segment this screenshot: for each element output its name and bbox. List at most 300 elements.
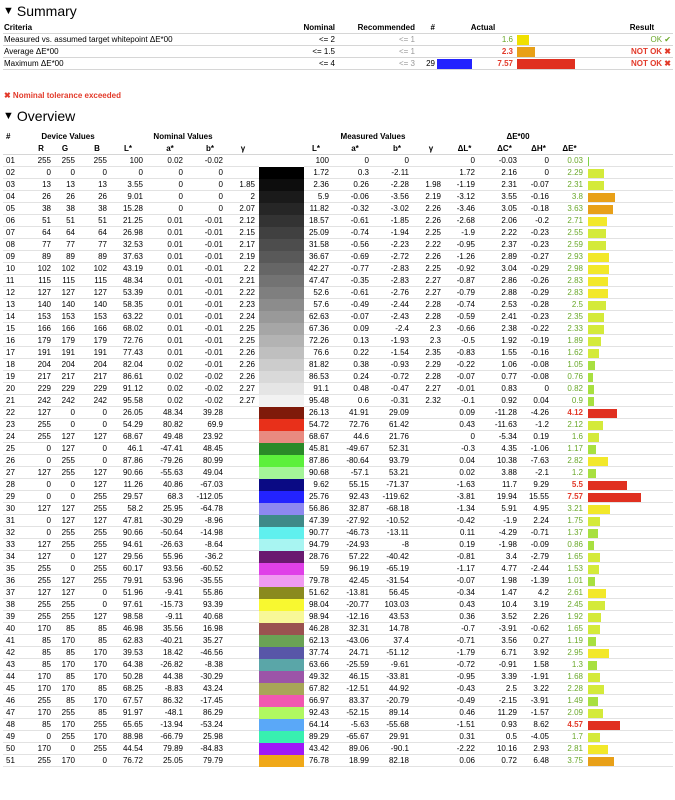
nominal-a: 86.32 xyxy=(162,696,183,705)
delta-l: -0.01 xyxy=(456,384,475,393)
measured-b: -40.42 xyxy=(386,552,409,561)
result-header: Result xyxy=(629,23,655,32)
measured-l: 46.28 xyxy=(308,624,329,633)
nominal-l: 26.98 xyxy=(122,228,143,237)
patch-number: 40 xyxy=(6,624,15,633)
measured-b: -2.72 xyxy=(390,252,409,261)
device-g: 255 xyxy=(61,600,75,609)
nominal-l: 97.61 xyxy=(122,600,143,609)
device-g: 0 xyxy=(70,420,75,429)
patch-row xyxy=(3,647,673,659)
measured-a: -0.61 xyxy=(350,288,369,297)
delta-e-bar xyxy=(588,709,603,718)
actual-bar xyxy=(517,35,529,45)
delta-e: 1.19 xyxy=(567,636,583,645)
device-g: 0 xyxy=(70,168,75,177)
delta-e-bar xyxy=(588,205,613,214)
device-b: 170 xyxy=(93,696,107,705)
actual-bar xyxy=(517,59,575,69)
patch-row xyxy=(3,263,673,275)
delta-e-bar xyxy=(588,385,594,394)
patch-row xyxy=(3,323,673,335)
delta-e-bar xyxy=(588,289,608,298)
patch-row xyxy=(3,467,673,479)
measured-gamma: 2.27 xyxy=(425,276,441,285)
patch-row xyxy=(3,167,673,179)
measured-l: 94.79 xyxy=(308,540,329,549)
delta-e: 2.33 xyxy=(567,324,583,333)
delta-e-bar xyxy=(588,277,608,286)
delta-e: 3.8 xyxy=(571,192,583,201)
nominal-b: -64.78 xyxy=(200,504,223,513)
nominal-b: -17.45 xyxy=(200,696,223,705)
nominal-l: 48.34 xyxy=(122,276,143,285)
delta-h: -0.18 xyxy=(530,204,549,213)
delta-h: 3.22 xyxy=(533,684,549,693)
measured-l: 26.13 xyxy=(308,408,329,417)
measured-a: -43.06 xyxy=(346,636,369,645)
device-r: 127 xyxy=(37,504,51,513)
measured-b: 61.42 xyxy=(388,420,409,429)
delta-c: 1.98 xyxy=(501,576,517,585)
measured-l: 95.48 xyxy=(308,396,329,405)
summary-header[interactable] xyxy=(3,3,77,19)
delta-h: -0.16 xyxy=(530,192,549,201)
delta-c: 0.5 xyxy=(505,732,517,741)
measured-a: -13.81 xyxy=(346,588,369,597)
result-status: NOT OK ✖ xyxy=(630,59,671,68)
patch-number: 49 xyxy=(6,732,15,741)
nominal-a: 0.01 xyxy=(167,324,183,333)
delta-l: -0.79 xyxy=(456,288,475,297)
nominal-l: 86.61 xyxy=(122,372,143,381)
delta-e: 2.61 xyxy=(567,588,583,597)
delta-h: 0.27 xyxy=(533,636,549,645)
tolerance-warning: ✖ Nominal tolerance exceeded xyxy=(4,91,121,100)
measured-b: -20.79 xyxy=(386,696,409,705)
delta-e: 1.65 xyxy=(567,624,583,633)
patch-color-swatch xyxy=(259,503,304,515)
delta-l: -1.79 xyxy=(456,648,475,657)
delta-h: 3.92 xyxy=(533,648,549,657)
delta-l: 1.72 xyxy=(459,168,475,177)
device-g: 255 xyxy=(61,528,75,537)
nominal-l: 21.25 xyxy=(122,216,143,225)
delta-e: 1.62 xyxy=(567,348,583,357)
nominal-a: 0.02 xyxy=(167,396,183,405)
nominal-a: 35.56 xyxy=(162,624,183,633)
patch-color-swatch xyxy=(259,671,304,683)
measured-b: -8 xyxy=(401,540,409,549)
delta-e: 2.83 xyxy=(567,288,583,297)
device-g: 170 xyxy=(61,720,75,729)
delta-e: 2.98 xyxy=(567,264,583,273)
delta-e-bar xyxy=(588,181,604,190)
delta-l: 0.46 xyxy=(459,708,475,717)
patch-color-swatch xyxy=(259,431,304,443)
device-g: 255 xyxy=(61,732,75,741)
measured-b: -2.4 xyxy=(395,324,409,333)
device-b: 255 xyxy=(93,156,107,165)
overview-header[interactable] xyxy=(3,108,75,124)
nominal-a: 44.38 xyxy=(162,672,183,681)
device-r: 170 xyxy=(37,684,51,693)
device-r: 0 xyxy=(46,492,51,501)
patch-row xyxy=(3,527,673,539)
delta-h: 4.2 xyxy=(537,588,549,597)
device-r: 38 xyxy=(42,204,51,213)
measured-a: 32.87 xyxy=(348,504,369,513)
patch-color-swatch xyxy=(259,647,304,659)
delta-l: 0.04 xyxy=(459,456,475,465)
delta-l: -1.17 xyxy=(456,564,475,573)
delta-e-bar xyxy=(588,397,594,406)
device-r: 127 xyxy=(37,588,51,597)
device-b: 242 xyxy=(93,396,107,405)
measured-a: -46.73 xyxy=(346,528,369,537)
delta-e: 1.68 xyxy=(567,672,583,681)
delta-c: 10.4 xyxy=(501,600,517,609)
measured-l: 67.82 xyxy=(308,684,329,693)
delta-c: 2.16 xyxy=(501,168,517,177)
nominal-b: -67.03 xyxy=(200,480,223,489)
measured-l: 37.74 xyxy=(308,648,329,657)
delta-l: -0.7 xyxy=(461,624,475,633)
measured-gamma: 2.3 xyxy=(429,324,441,333)
nominal-b: -0.01 xyxy=(204,264,223,273)
delta-l-header: ΔL* xyxy=(457,144,472,153)
delta-l: -0.59 xyxy=(456,312,475,321)
delta-c: 2.89 xyxy=(501,252,517,261)
nominal-l: 46.1 xyxy=(127,444,143,453)
device-b: 85 xyxy=(98,708,107,717)
nominal-b: 69.9 xyxy=(207,420,223,429)
delta-h: 0 xyxy=(544,168,549,177)
nominal-b: -0.01 xyxy=(204,216,223,225)
measured-gamma: 2.26 xyxy=(425,252,441,261)
patch-row xyxy=(3,539,673,551)
delta-e-bar xyxy=(588,625,600,634)
measured-b: 52.31 xyxy=(388,444,409,453)
nominal-a: 48.34 xyxy=(162,408,183,417)
delta-l: -2.22 xyxy=(456,744,475,753)
device-g: 127 xyxy=(61,576,75,585)
nominal-gamma: 2.21 xyxy=(239,276,255,285)
patch-color-swatch xyxy=(259,587,304,599)
nominal-a: -47.41 xyxy=(160,444,183,453)
delta-h: -0.07 xyxy=(530,180,549,189)
measured-a: 46.15 xyxy=(348,672,369,681)
nominal-a: 79.89 xyxy=(162,744,183,753)
delta-h: 0.19 xyxy=(533,432,549,441)
patch-color-swatch xyxy=(259,635,304,647)
patch-row xyxy=(3,551,673,563)
device-g: 255 xyxy=(61,540,75,549)
nominal-a: 0.02 xyxy=(167,372,183,381)
delta-e-bar xyxy=(588,313,604,322)
nominal-b: 93.39 xyxy=(202,600,223,609)
measured-b: -1.85 xyxy=(390,216,409,225)
nominal-a: 0.01 xyxy=(167,300,183,309)
delta-e-bar xyxy=(588,421,603,430)
delta-e-bar xyxy=(588,481,627,490)
delta-e: 0.03 xyxy=(567,156,583,165)
device-r: 127 xyxy=(37,552,51,561)
patch-color-swatch xyxy=(259,755,304,767)
nominal-a: -26.63 xyxy=(160,540,183,549)
measured-l: 86.53 xyxy=(308,372,329,381)
patch-number: 09 xyxy=(6,252,15,261)
delta-h: 0 xyxy=(544,156,549,165)
device-b: 153 xyxy=(93,312,107,321)
nominal-gamma: 2.26 xyxy=(239,360,255,369)
delta-e: 2.71 xyxy=(567,216,583,225)
device-g: 191 xyxy=(61,348,75,357)
nominal-b: 43.24 xyxy=(202,684,223,693)
measured-b: -2.76 xyxy=(390,288,409,297)
nominal-l: 64.38 xyxy=(122,660,143,669)
patch-color-swatch xyxy=(259,659,304,671)
device-r: 0 xyxy=(46,516,51,525)
measured-l: 67.36 xyxy=(308,324,329,333)
nominal-a: 0.01 xyxy=(167,228,183,237)
r-header: R xyxy=(38,144,44,153)
measured-b: -51.12 xyxy=(386,648,409,657)
measured-l: 90.77 xyxy=(308,528,329,537)
measured-l: 36.67 xyxy=(308,252,329,261)
delta-e: 2.31 xyxy=(567,180,583,189)
nominal-b: -0.01 xyxy=(204,252,223,261)
measured-a: 24.71 xyxy=(348,648,369,657)
nominal-a: -55.63 xyxy=(160,468,183,477)
nominal-a: 0.02 xyxy=(167,384,183,393)
device-g: 85 xyxy=(66,648,75,657)
delta-c: 11.7 xyxy=(502,480,517,489)
delta-h: -1.91 xyxy=(530,672,549,681)
device-g: 85 xyxy=(66,672,75,681)
delta-h: -2.44 xyxy=(530,564,549,573)
device-r: 140 xyxy=(37,300,51,309)
nominal-gamma: 1.85 xyxy=(239,180,255,189)
measured-a: 42.45 xyxy=(348,576,369,585)
patch-row xyxy=(3,203,673,215)
nominal-b: 86.29 xyxy=(202,708,223,717)
delta-c: 2.88 xyxy=(501,288,517,297)
measured-l: 64.14 xyxy=(308,720,329,729)
patch-number: 14 xyxy=(6,312,15,321)
delta-c: 5.91 xyxy=(501,504,517,513)
nominal-l: 65.65 xyxy=(122,720,143,729)
nominal-l: 63.22 xyxy=(122,312,143,321)
patch-row xyxy=(3,659,673,671)
delta-e: 0.9 xyxy=(571,396,583,405)
nominal-gamma: 2.24 xyxy=(239,312,255,321)
delta-h: -0.2 xyxy=(535,216,549,225)
delta-e: 3.21 xyxy=(567,504,583,513)
delta-e-bar xyxy=(588,637,596,646)
patch-number: 01 xyxy=(6,156,15,165)
device-r: 255 xyxy=(37,156,51,165)
patch-color-swatch xyxy=(259,731,304,743)
patch-number: 51 xyxy=(6,756,15,765)
actual-value: 2.3 xyxy=(501,47,513,56)
delta-l: 0 xyxy=(470,156,475,165)
collapse-triangle-icon[interactable]: ▼ xyxy=(3,5,14,17)
nominal-a: -40.21 xyxy=(160,636,183,645)
measured-b: -68.18 xyxy=(386,504,409,513)
delta-c: 3.04 xyxy=(501,264,517,273)
delta-c: 3.4 xyxy=(505,552,517,561)
device-b: 191 xyxy=(93,348,107,357)
device-b: 64 xyxy=(98,228,107,237)
device-g: 85 xyxy=(66,696,75,705)
patch-row xyxy=(3,479,673,491)
device-g: 255 xyxy=(61,708,75,717)
measured-l: 1.72 xyxy=(313,168,329,177)
patch-number: 02 xyxy=(6,168,15,177)
nominal-a: -8.83 xyxy=(164,684,183,693)
measured-l: 18.57 xyxy=(308,216,329,225)
measured-a: -0.49 xyxy=(350,300,369,309)
patch-row xyxy=(3,755,673,767)
nominal-l: 72.76 xyxy=(122,336,143,345)
device-r: 255 xyxy=(37,420,51,429)
delta-e: 2.55 xyxy=(567,228,583,237)
nominal-l: 32.53 xyxy=(122,240,143,249)
measured-a: -24.93 xyxy=(346,540,369,549)
recommended-value: <= 1 xyxy=(398,35,415,44)
delta-l: 0.11 xyxy=(460,528,475,537)
patch-color-swatch xyxy=(259,359,304,371)
patch-number: 17 xyxy=(6,348,15,357)
measured-gamma: 2.22 xyxy=(425,240,441,249)
measured-a: -0.35 xyxy=(350,276,369,285)
nominal-b: 80.99 xyxy=(202,456,223,465)
nominal-l: 53.39 xyxy=(122,288,143,297)
measured-l: 9.62 xyxy=(313,480,329,489)
delta-e: 2.12 xyxy=(567,420,583,429)
nominal-l: 68.02 xyxy=(122,324,143,333)
measured-a: 83.37 xyxy=(348,696,369,705)
device-g: 51 xyxy=(66,216,75,225)
patch-color-swatch xyxy=(259,323,304,335)
nominal-a: 0.01 xyxy=(167,252,183,261)
device-g: 0 xyxy=(70,552,75,561)
nominal-b: 23.92 xyxy=(202,432,223,441)
delta-l: 0.43 xyxy=(459,600,475,609)
measured-a: -0.69 xyxy=(350,252,369,261)
nominal-l: 51.96 xyxy=(122,588,143,597)
device-b: 38 xyxy=(98,204,107,213)
measured-gamma: 2.29 xyxy=(425,360,441,369)
nominal-l: 29.57 xyxy=(122,492,143,501)
delta-l: -0.3 xyxy=(461,444,475,453)
nominal-gamma: 2.12 xyxy=(239,216,255,225)
device-b: 85 xyxy=(98,684,107,693)
device-r: 0 xyxy=(46,480,51,489)
device-b: 217 xyxy=(93,372,107,381)
nominal-b: -0.01 xyxy=(204,324,223,333)
patch-number: 20 xyxy=(6,384,15,393)
summary-header-row xyxy=(3,22,673,34)
measured-l: 25.76 xyxy=(308,492,329,501)
nominal-gamma: 2.25 xyxy=(239,324,255,333)
delta-c: 1.06 xyxy=(501,360,517,369)
delta-l: -0.07 xyxy=(456,576,475,585)
patch-row xyxy=(3,575,673,587)
delta-l: -0.72 xyxy=(456,660,475,669)
device-r: 85 xyxy=(42,636,51,645)
nominal-a: 18.42 xyxy=(162,648,183,657)
measured-a: -49.67 xyxy=(346,444,369,453)
patch-color-swatch xyxy=(259,443,304,455)
delta-e: 2.5 xyxy=(571,300,583,309)
device-b: 0 xyxy=(102,420,107,429)
summary-row xyxy=(3,34,673,46)
device-b: 127 xyxy=(93,516,107,525)
delta-e-bar xyxy=(588,649,609,658)
delta-e: 1.75 xyxy=(567,516,583,525)
collapse-triangle-icon[interactable]: ▼ xyxy=(3,110,14,122)
patch-number: 45 xyxy=(6,684,15,693)
nominal-a: -50.64 xyxy=(160,528,183,537)
device-b: 51 xyxy=(98,216,107,225)
nominal-l: 54.29 xyxy=(122,420,143,429)
delta-e-bar xyxy=(588,493,641,502)
device-g: 64 xyxy=(66,228,75,237)
measured-a: 92.43 xyxy=(348,492,369,501)
measured-l: 76.78 xyxy=(308,756,329,765)
delta-e: 2.82 xyxy=(567,456,583,465)
patch-color-swatch xyxy=(259,227,304,239)
nominal-a: -13.94 xyxy=(160,720,183,729)
delta-c: -0.91 xyxy=(498,660,517,669)
delta-e-col-header: ΔE* xyxy=(562,144,577,153)
delta-h: -1.39 xyxy=(530,576,549,585)
nominal-b: 79.79 xyxy=(202,756,223,765)
nominal-l: 43.19 xyxy=(122,264,143,273)
delta-e: 4.12 xyxy=(567,408,583,417)
delta-h: 2.93 xyxy=(533,744,549,753)
delta-h-header: ΔH* xyxy=(531,144,546,153)
patch-row xyxy=(3,491,673,503)
nominal-l: 79.91 xyxy=(122,576,143,585)
nominal-l: 100 xyxy=(129,156,143,165)
delta-l: -0.66 xyxy=(456,324,475,333)
device-g: 0 xyxy=(70,492,75,501)
summary-title: Summary xyxy=(16,3,77,19)
device-b: 102 xyxy=(93,264,107,273)
patch-color-swatch xyxy=(259,683,304,695)
nominal-l: 47.81 xyxy=(122,516,143,525)
delta-e: 1.53 xyxy=(567,564,583,573)
delta-c: -3.91 xyxy=(498,624,517,633)
delta-l: -0.1 xyxy=(461,396,475,405)
delta-c: -0.03 xyxy=(498,156,517,165)
measured-b: 21.76 xyxy=(388,432,409,441)
nominal-l-header: L* xyxy=(124,144,132,153)
patch-number: 22 xyxy=(6,408,15,417)
patch-number: 25 xyxy=(6,444,15,453)
measured-gamma: 2.25 xyxy=(425,264,441,273)
device-r: 26 xyxy=(42,192,51,201)
device-g: 170 xyxy=(61,756,75,765)
measured-a: 89.06 xyxy=(348,744,369,753)
device-g: 140 xyxy=(61,300,75,309)
device-g: 26 xyxy=(66,192,75,201)
delta-c: 3.88 xyxy=(501,468,517,477)
patch-number: 48 xyxy=(6,720,15,729)
